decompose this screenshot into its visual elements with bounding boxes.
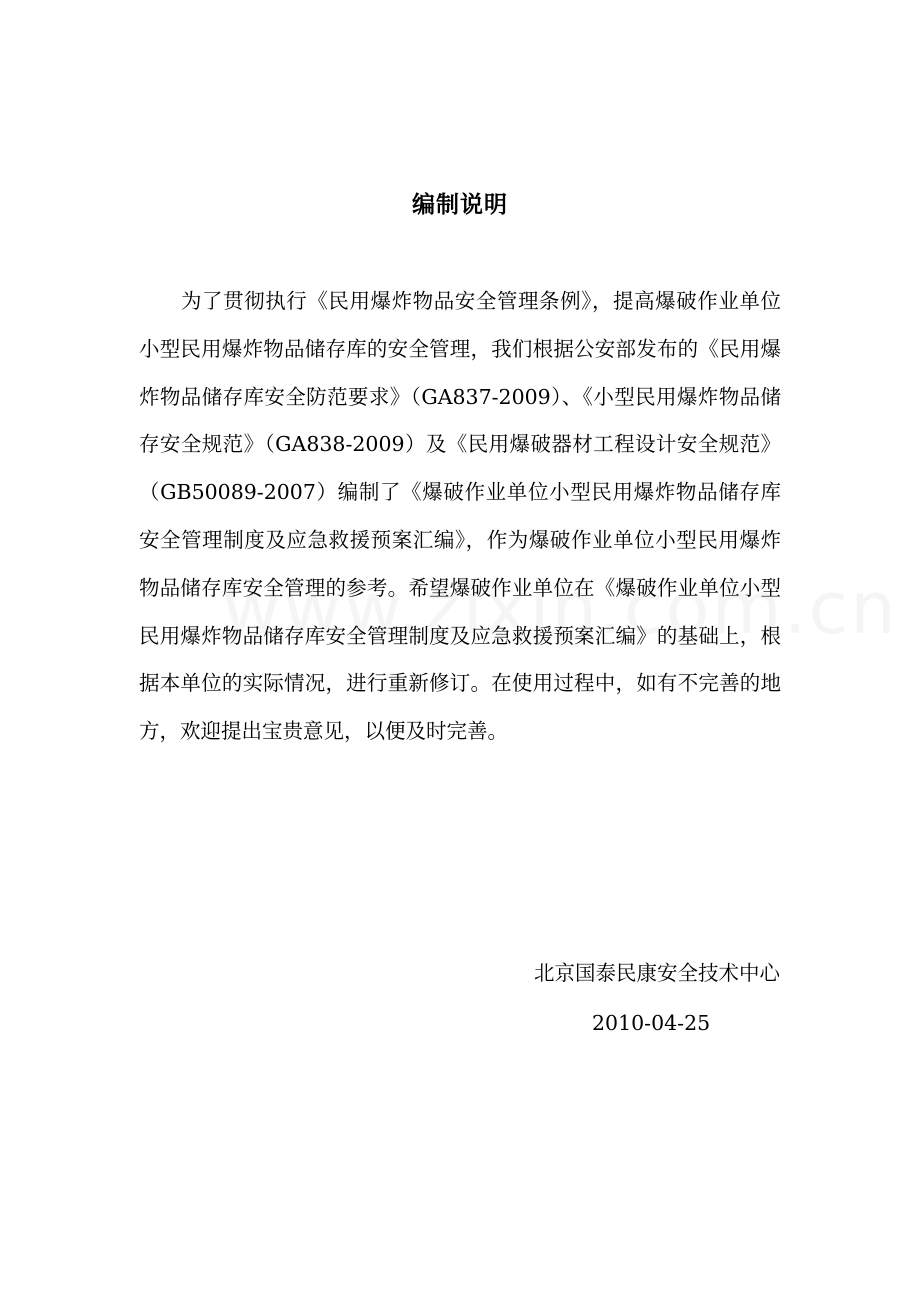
body-paragraph: 为了贯彻执行《民用爆炸物品安全管理条例》，提高爆破作业单位小型民用爆炸物品储存库的安全管理，我们根据公安部发布的《民用爆炸物品储存库安全防范要求》（GA837-2009）、《小型民用爆炸物品储存安全规范》（GA838-2009）及《民用爆破器材工程设计安全规范》（GB50089-2007）编制了《爆破作业单位小型民用爆炸物品储存库安全管理制度及应急救援预案汇编》，作为爆破作业单位小型民用爆炸物品储存库安全管理的参考。希望爆破作业单位在《爆破作业单位小型民用爆炸物品储存库安全管理制度及应急救援预案汇编》的基础上，根据本单位的实际情况，进行重新修订。在使用过程中，如有不完善的地方，欢迎提出宝贵意见，以便及时完善。: [139, 289, 781, 744]
page-title: 编制说明: [412, 192, 508, 218]
organization-signature: 北京国泰民康安全技术中心: [534, 961, 780, 985]
document-date: 2010-04-25: [592, 1011, 711, 1035]
